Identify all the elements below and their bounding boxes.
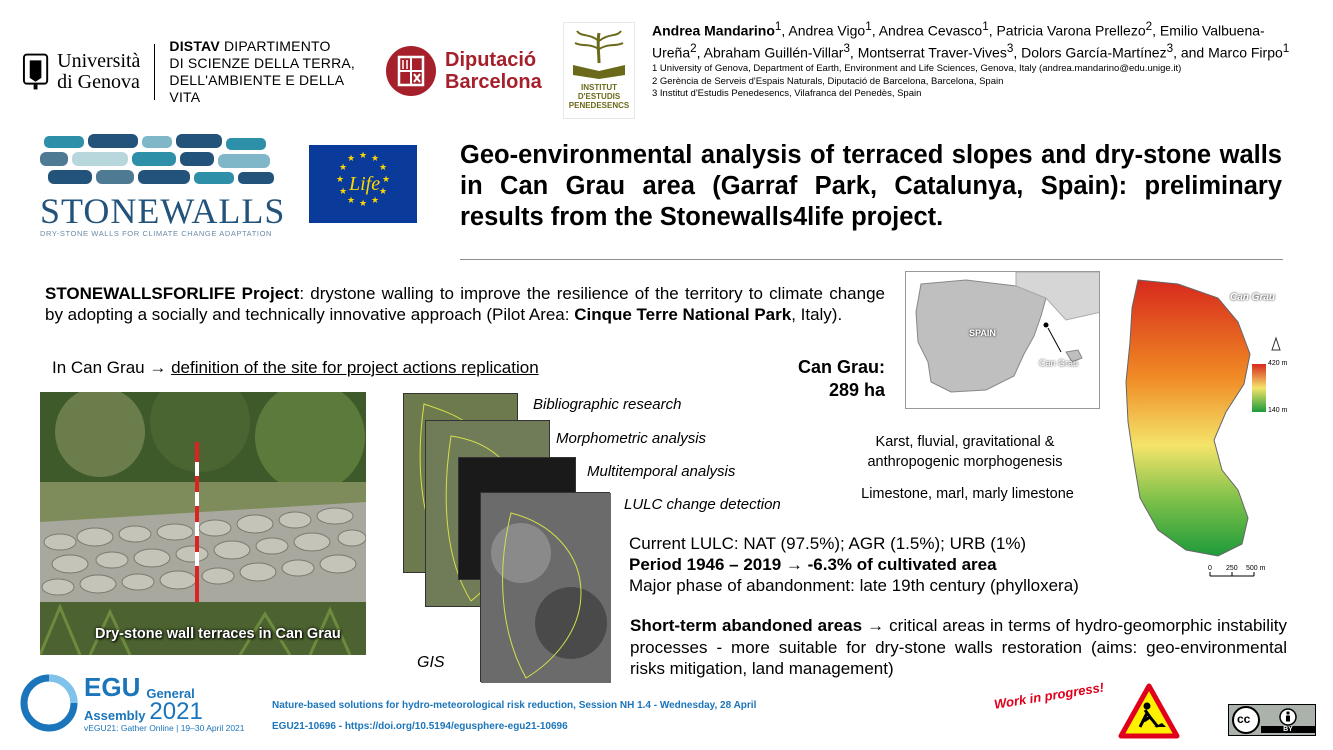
- author-sup: 3: [1006, 41, 1014, 55]
- lulc-summary: [629, 533, 1149, 596]
- svg-text:★: ★: [359, 199, 368, 209]
- svg-text:★: ★: [339, 187, 348, 197]
- intro-text2: , Italy).: [791, 305, 843, 324]
- short-term-text: [630, 615, 1287, 680]
- svg-text:★: ★: [347, 196, 356, 206]
- svg-text:★: ★: [336, 175, 345, 185]
- location-map: [905, 271, 1100, 409]
- project-name: STONEWALLSFORLIFE Project: [45, 284, 300, 303]
- diputacio-emblem-icon: [385, 45, 437, 97]
- author: , Andrea Vigo: [781, 22, 866, 39]
- diputacio-line1: Diputació: [445, 49, 537, 71]
- replication-link: definition of the site for project actions replication: [171, 358, 539, 377]
- legend-max: 420 m: [1268, 360, 1288, 367]
- author: , Abraham Guillén-Villar: [696, 44, 844, 61]
- method-multitemporal: Multitemporal analysis: [587, 463, 736, 480]
- replication-line: [52, 358, 539, 378]
- iep-logo: [563, 22, 635, 119]
- iep-line1: INSTITUT: [581, 83, 617, 92]
- author: , Patricia Varona Prellezo: [988, 22, 1146, 39]
- iberia-map-illustration: [906, 272, 1100, 409]
- stonewalls-logo: [40, 132, 286, 242]
- svg-text:★: ★: [347, 154, 356, 164]
- intro-text1: : drystone walling to improve the resilience of the territory to climate change by adopting a socially and technically innovative approach (Pilot Area:: [45, 284, 885, 324]
- first-author: Andrea Mandarino: [652, 22, 775, 39]
- stones-icon: [40, 132, 280, 188]
- book-plant-icon: [569, 23, 629, 79]
- poster-title: Geo-environmental analysis of terraced slopes and dry-stone walls in Can Grau area (Garraf Park, Catalunya, Spain): preliminary results from the Stonewalls4life project.: [460, 141, 1282, 231]
- method-bibliographic: Bibliographic research: [533, 396, 682, 413]
- map-site-label: Can Grau: [1039, 358, 1079, 368]
- bw-layer-icon: [481, 493, 611, 683]
- distav-line2: DI SCIENZE DELLA TERRA,: [169, 55, 356, 71]
- cc-label: cc: [1237, 712, 1251, 726]
- replication-lead: In Can Grau →: [52, 358, 172, 377]
- author-sup: 2: [1145, 20, 1153, 33]
- affiliation-1: 1 University of Genova, Department of Earth, Environment and Life Sciences, Genova, Italy (andrea.mandarino@edu.unige.it): [652, 63, 1182, 75]
- svg-text:★: ★: [359, 151, 368, 161]
- svg-text:★: ★: [379, 187, 388, 197]
- drystone-wall-photo: [40, 392, 366, 655]
- site-name: Can Grau:: [797, 357, 885, 377]
- session-info: [272, 695, 756, 737]
- egu-line2: Assembly: [84, 707, 146, 723]
- author-sup: 3: [843, 41, 850, 55]
- author-sup: 1: [865, 20, 872, 33]
- egu-year: 2021: [149, 697, 203, 725]
- title-divider: [460, 259, 1283, 260]
- svg-text:★: ★: [379, 163, 388, 173]
- unige-distav-logo: [22, 38, 372, 105]
- unige-seal-icon: [22, 52, 49, 92]
- morphogenesis-text: Karst, fluvial, gravitational & anthropogenic morphogenesis: [867, 434, 1063, 470]
- author: , Montserrat Traver-Vives: [849, 44, 1007, 61]
- cc-by: BY: [1261, 726, 1315, 733]
- author-sup: 1: [774, 20, 782, 33]
- scale-250: 250: [1226, 565, 1238, 572]
- method-lulc: LULC change detection: [624, 496, 781, 513]
- unige-line2: di Genova: [57, 71, 140, 93]
- site-area: 289 ha: [828, 380, 885, 400]
- photo-illustration: [40, 392, 366, 655]
- egu-logo: [20, 669, 255, 736]
- affiliation-2: 2 Gerència de Serveis d'Espais Naturals, Diputació de Barcelona, Barcelona, Spain: [652, 75, 1004, 87]
- author-sup: 3: [1166, 41, 1174, 55]
- cc-by-license[interactable]: [1228, 704, 1316, 736]
- distav-line1: DIPARTIMENTO: [223, 38, 331, 54]
- legend-min: 140 m: [1268, 407, 1288, 414]
- scale-0: 0: [1208, 565, 1212, 572]
- author: , Andrea Cevasco: [871, 22, 983, 39]
- author: , Dolors García-Martínez: [1013, 44, 1167, 61]
- method-morphometric: Morphometric analysis: [556, 430, 707, 447]
- egu-ring-icon: [20, 674, 78, 732]
- lulc-current: Current LULC: NAT (97.5%); AGR (1.5%); URB (1%): [629, 534, 1027, 553]
- photo-caption: Dry-stone wall terraces in Can Grau: [95, 626, 341, 642]
- author: , Emilio Valbuena-Ureña: [652, 22, 1265, 61]
- dem-title-label: Can Grau: [1230, 292, 1276, 303]
- scale-500: 500 m: [1246, 565, 1266, 572]
- svg-text:★: ★: [371, 196, 380, 206]
- life-text: Life: [349, 173, 381, 195]
- person-icon: [1279, 708, 1297, 726]
- eu-life-logo: [309, 145, 417, 223]
- lulc-period: Period 1946 – 2019 → -6.3% of cultivated area: [629, 555, 997, 574]
- session-line1: Nature-based solutions for hydro-meteorological risk reduction, Session NH 1.4 - Wednesday, 28 April: [272, 700, 757, 711]
- project-intro: [45, 283, 885, 325]
- iep-line2: D'ESTUDIS: [577, 92, 621, 101]
- site-summary: [780, 356, 885, 402]
- pilot-area: Cinque Terre National Park: [574, 305, 792, 324]
- short-term-rest: → critical areas in terms of hydro-geomorphic instability processes - more suitable for dry-stone walls restoration (aims: geo-environmental risks mitigation, land management): [630, 616, 1287, 678]
- iep-line3: PENEDESENCS: [568, 101, 630, 110]
- egu-sub: vEGU21: Gather Online | 19–30 April 2021: [84, 722, 245, 733]
- affiliation-3: 3 Institut d'Estudis Penedesencs, Vilafranca del Penedès, Spain: [652, 88, 922, 100]
- svg-text:★: ★: [382, 175, 391, 185]
- author-list: [652, 18, 1292, 101]
- logo-divider: [154, 44, 155, 100]
- gis-layer-4: [480, 492, 610, 682]
- unige-line1: Università: [57, 50, 141, 72]
- diputacio-logo: [385, 42, 550, 100]
- short-term-bold: Short-term abandoned areas: [630, 616, 863, 635]
- egu-line1: General: [146, 685, 195, 701]
- roadwork-sign-icon: [1118, 683, 1180, 739]
- stonewalls-tagline: DRY-STONE WALLS FOR CLIMATE CHANGE ADAPTATION: [40, 229, 273, 238]
- egu-short: EGU: [84, 671, 141, 702]
- lulc-phase: Major phase of abandonment: late 19th century (phylloxera): [629, 576, 1079, 595]
- lithology-text: Limestone, marl, marly limestone: [861, 486, 1074, 502]
- session-line2: EGU21-10696 - https://doi.org/10.5194/egusphere-egu21-10696: [272, 721, 568, 732]
- gis-label: GIS: [417, 654, 445, 671]
- author-sup: 1: [1282, 41, 1290, 55]
- svg-text:★: ★: [371, 154, 380, 164]
- svg-text:★: ★: [339, 163, 348, 173]
- work-in-progress-label: Work in progress!: [993, 679, 1105, 712]
- diputacio-line2: Barcelona: [445, 71, 542, 93]
- distav-line3: DELL'AMBIENTE E DELLA VITA: [169, 72, 344, 105]
- author: , and Marco Firpo: [1173, 44, 1283, 61]
- map-country-label: SPAIN: [969, 328, 996, 338]
- author-sup: 2: [690, 41, 697, 55]
- distav-abbr: DISTAV: [169, 38, 220, 54]
- stonewalls-word: STONEWALLS: [40, 191, 286, 231]
- author-sup: 1: [982, 20, 989, 33]
